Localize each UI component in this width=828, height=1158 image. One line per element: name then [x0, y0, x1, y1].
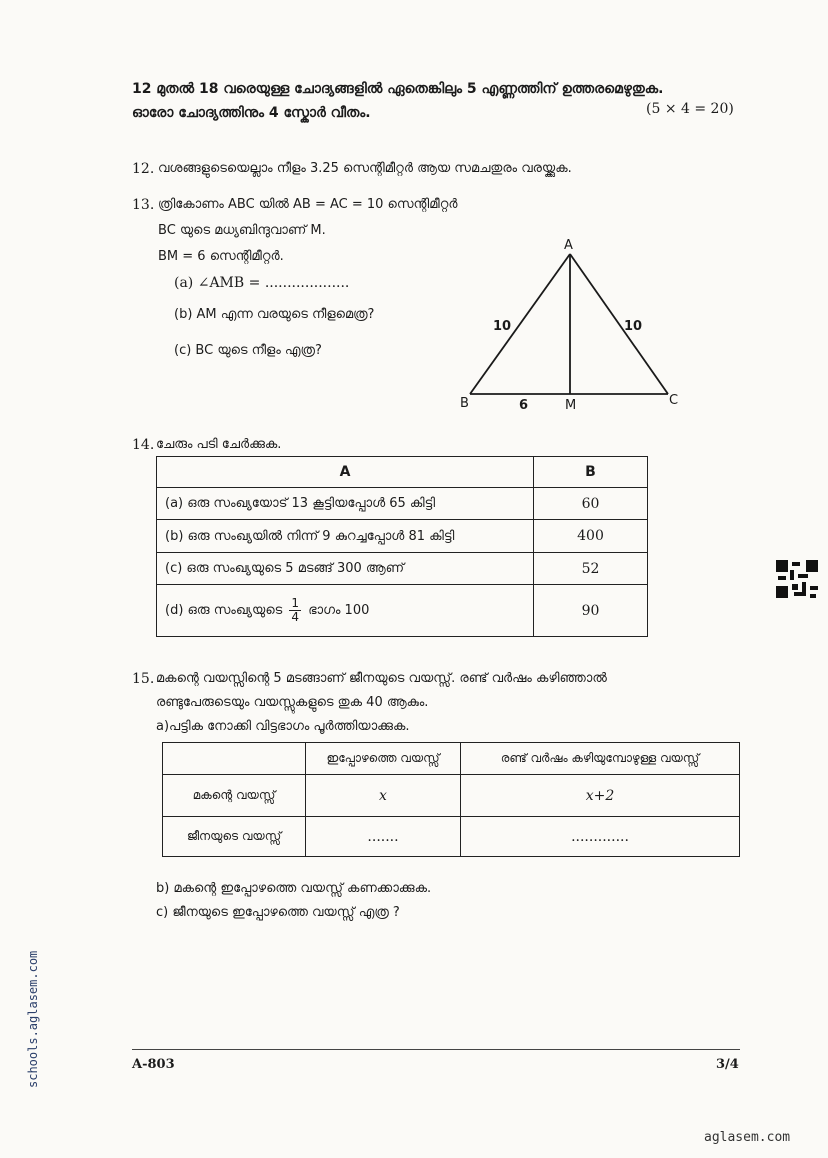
- column-header-b: B: [534, 457, 648, 488]
- question-13b: (b) AM എന്ന വരയുടെ നീളമെത്ര?: [174, 307, 375, 322]
- question-number-15: 15.: [132, 671, 155, 687]
- triangle-figure: [455, 232, 695, 414]
- table-row: [157, 585, 648, 637]
- question-13a: (a) ∠AMB = ...................: [174, 275, 350, 291]
- fraction-denominator: 4: [291, 610, 300, 624]
- row-d-prefix: (d) ഒരു സംഖ്യയുടെ: [165, 603, 283, 618]
- vertex-label-b: B: [460, 396, 469, 411]
- page-number: 3/4: [716, 1057, 739, 1072]
- matching-table: [156, 456, 648, 637]
- row-a-text: [157, 585, 534, 637]
- header-age-after-two-years: രണ്ട് വർഷം കഴിയുമ്പോഴുള്ള വയസ്സ്: [461, 743, 740, 775]
- son-current-age: x: [306, 775, 461, 817]
- question-15c: c) ജീനയുടെ ഇപ്പോഴത്തെ വയസ്സ് എത്ര ?: [156, 905, 400, 920]
- row-label-son-age: മകന്റെ വയസ്സ്: [163, 775, 306, 817]
- table-row: [163, 817, 740, 857]
- qr-code-icon: [776, 560, 818, 598]
- question-15-line-1: മകന്റെ വയസ്സിന്റെ 5 മടങ്ങാണ് ജീനയുടെ വയസ്സ്. രണ്ട് വർഷം കഴിഞ്ഞാൽ: [156, 671, 607, 686]
- row-a-text: (c) ഒരു സംഖ്യയുടെ 5 മടങ്ങ് 300 ആണ്: [157, 553, 534, 585]
- age-table: [162, 742, 740, 857]
- question-13-line-2: BC യുടെ മധ്യബിന്ദുവാണ് M.: [158, 223, 326, 238]
- side-ab: [470, 254, 570, 394]
- score-total: (5 × 4 = 20): [646, 101, 734, 117]
- instruction-line-2: ഓരോ ചോദ്യത്തിനും 4 സ്കോർ വീതം.: [132, 105, 371, 121]
- vertex-label-c: C: [669, 393, 679, 408]
- row-b-value: 90: [534, 585, 648, 637]
- son-age-after-two-years: x+2: [461, 775, 740, 817]
- length-label-ab: 10: [493, 319, 512, 334]
- question-13-line-3: BM = 6 സെന്റിമീറ്റർ.: [158, 249, 284, 264]
- question-number-13: 13.: [132, 197, 155, 213]
- fraction-numerator: 1: [291, 596, 300, 610]
- question-15b: b) മകന്റെ ഇപ്പോഴത്തെ വയസ്സ് കണക്കാക്കുക.: [156, 881, 432, 896]
- question-15a: a)പട്ടിക നോക്കി വിട്ടഭാഗം പൂർത്തിയാക്കുക.: [156, 719, 410, 734]
- jeena-current-age-blank: .......: [306, 817, 461, 857]
- vertex-label-a: A: [564, 238, 573, 253]
- row-b-value: 60: [534, 488, 648, 520]
- vertex-label-m: M: [565, 398, 577, 413]
- bottom-watermark: aglasem.com: [704, 1130, 791, 1145]
- length-label-ac: 10: [624, 319, 643, 334]
- question-12-text: വശങ്ങളുടെയെല്ലാം നീളം 3.25 സെന്റിമീറ്റർ ആയ സമചതുരം വരയ്ക്കുക.: [158, 161, 572, 176]
- question-15-line-2: രണ്ടുപേരുടെയും വയസ്സുകളുടെ തുക 40 ആകും.: [156, 695, 429, 710]
- header-current-age: ഇപ്പോഴത്തെ വയസ്സ്: [306, 743, 461, 775]
- row-a-text: (a) ഒരു സംഖ്യയോട് 13 കൂട്ടിയപ്പോൾ 65 കിട്ടി: [157, 488, 534, 520]
- empty-header-cell: [163, 743, 306, 775]
- row-label-jeena-age: ജീനയുടെ വയസ്സ്: [163, 817, 306, 857]
- row-a-text: (b) ഒരു സംഖ്യയിൽ നിന്ന് 9 കുറച്ചപ്പോൾ 81 കിട്ടി: [157, 520, 534, 553]
- instruction-line-1: 12 മുതൽ 18 വരെയുള്ള ചോദ്യങ്ങളിൽ ഏതെങ്കിലും 5 എണ്ണത്തിന് ഉത്തരമെഴുതുക.: [132, 81, 664, 97]
- question-number-12: 12.: [132, 161, 155, 177]
- row-b-value: 400: [534, 520, 648, 553]
- question-number-14: 14.: [132, 437, 155, 453]
- paper-code: A-803: [132, 1057, 175, 1072]
- side-watermark: schools.aglasem.com: [26, 950, 40, 1088]
- fraction-one-quarter: [289, 597, 301, 624]
- row-d-suffix: ഭാഗം 100: [308, 603, 370, 618]
- jeena-age-after-two-years-blank: .............: [461, 817, 740, 857]
- table-row: [157, 520, 648, 553]
- table-row: [157, 488, 648, 520]
- length-label-bm: 6: [519, 398, 529, 413]
- table-row: [157, 553, 648, 585]
- question-14-title: ചേരും പടി ചേർക്കുക.: [156, 437, 282, 452]
- table-row: [163, 775, 740, 817]
- row-b-value: 52: [534, 553, 648, 585]
- question-13-line-1: ത്രികോണം ABC യിൽ AB = AC = 10 സെന്റിമീറ്റർ: [158, 197, 458, 212]
- footer-rule: [132, 1049, 740, 1050]
- side-ac: [570, 254, 668, 394]
- column-header-a: A: [157, 457, 534, 488]
- question-13c: (c) BC യുടെ നീളം എത്ര?: [174, 343, 322, 358]
